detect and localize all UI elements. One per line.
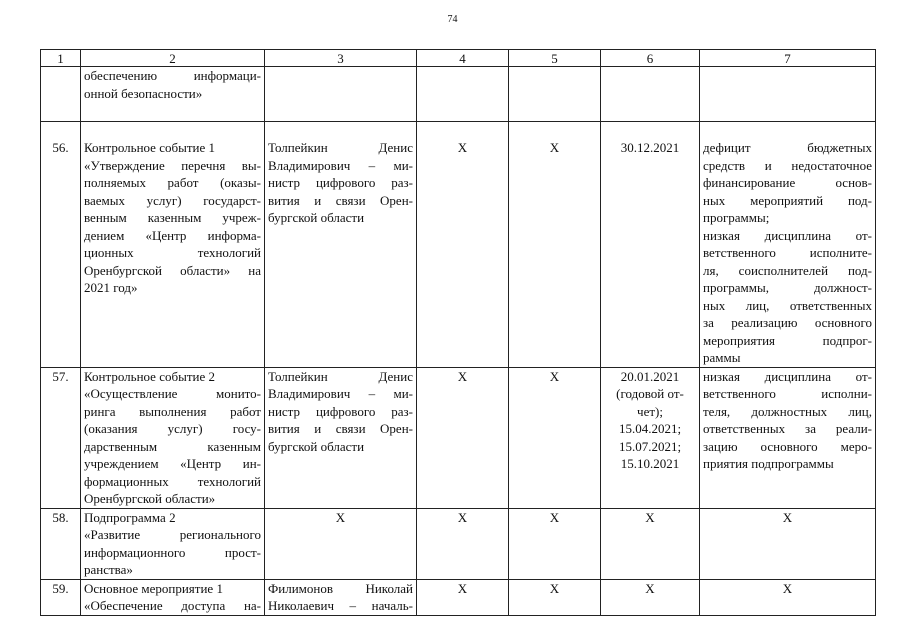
deadline-cell [601,67,700,122]
event-description: Основное мероприятие 1 «Обеспечение доступа на- [81,579,265,615]
event-description: Подпрограмма 2 «Развитие регионального информационного прост- ранства» [81,508,265,579]
col5-cell: X [509,122,601,368]
row-number: 56. [41,122,81,368]
risks-cell: низкая дисциплина от- ветственного исполни- теля, должностных лиц, ответственных за реали- зацию основного меро- приятия подпрограммы [700,367,876,508]
event-description: обеспечению информаци- онной безопасности» [81,67,265,122]
responsible-person: Толпейкин Денис Владимирович – ми- нистр цифрового раз- вития и связи Орен- бургской области [265,122,417,368]
col4-cell: X [417,367,509,508]
col5-cell: X [509,508,601,579]
column-header: 4 [417,50,509,67]
table-row [41,579,876,615]
page-number: 74 [447,14,458,25]
row-number [41,67,81,122]
risks-cell [700,67,876,122]
table-row [41,508,876,579]
column-header: 1 [41,50,81,67]
deadline-cell: X [601,579,700,615]
deadline-cell: X [601,508,700,579]
row-number: 59. [41,579,81,615]
risks-cell: дефицит бюджетных средств и недостаточное финансирование основ- ных мероприятий под- программы; низкая дисциплина от- ветственного исполните- ля, соисполнителей под- программы, должност- ных лиц, ответственных за реализацию основного мероприятия подпрог- раммы [700,122,876,368]
col4-cell: X [417,508,509,579]
event-description: Контрольное событие 2 «Осуществление монито- ринга выполнения работ (оказания услуг) госу- дарственным казенным учреждением «Центр ин- формационных технологий Оренбургской области» [81,367,265,508]
table-row [41,367,876,508]
row-number: 57. [41,367,81,508]
table-row [41,67,876,122]
risks-cell: X [700,508,876,579]
column-header: 7 [700,50,876,67]
column-header: 6 [601,50,700,67]
col5-cell: X [509,579,601,615]
column-header: 5 [509,50,601,67]
col5-cell [509,67,601,122]
column-header: 3 [265,50,417,67]
risks-cell: X [700,579,876,615]
table-header-row [41,50,876,67]
responsible-person: Толпейкин Денис Владимирович – ми- нистр цифрового раз- вития и связи Орен- бургской области [265,367,417,508]
plan-table [40,49,876,616]
table-row [41,122,876,368]
row-number: 58. [41,508,81,579]
col4-cell [417,67,509,122]
col5-cell: X [509,367,601,508]
responsible-person [265,67,417,122]
responsible-person: X [265,508,417,579]
column-header: 2 [81,50,265,67]
event-description: Контрольное событие 1 «Утверждение перечня вы- полняемых работ (оказы- ваемых услуг) государст- венным казенным учреж- дением «Центр информа- ционных технологий Оренбургской области» на 2021 год» [81,122,265,368]
col4-cell: X [417,579,509,615]
deadline-cell: 30.12.2021 [601,122,700,368]
deadline-cell: 20.01.2021 (годовой от- чет); 15.04.2021; 15.07.2021; 15.10.2021 [601,367,700,508]
responsible-person: Филимонов Николай Николаевич – началь- [265,579,417,615]
col4-cell: X [417,122,509,368]
